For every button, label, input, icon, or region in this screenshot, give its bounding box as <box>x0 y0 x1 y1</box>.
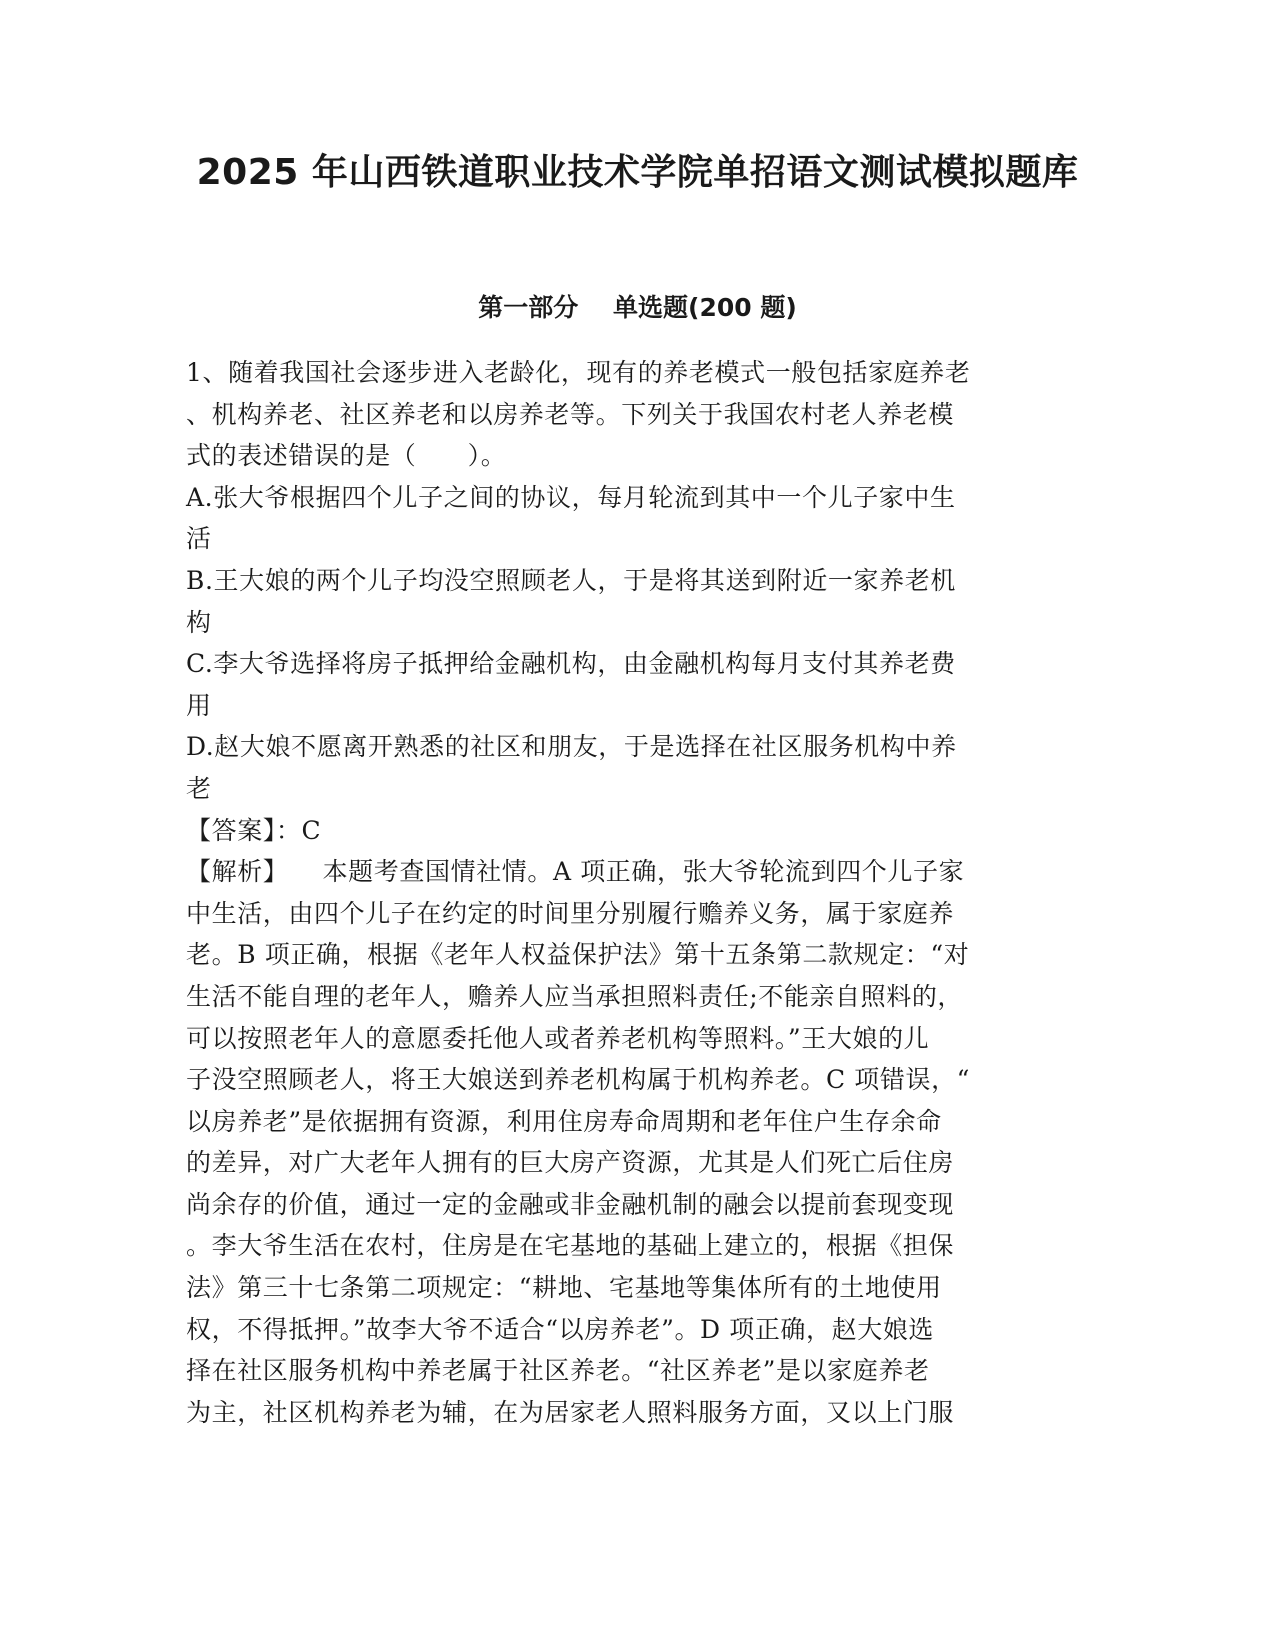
analysis-line: 子没空照顾老人，将王大娘送到养老机构属于机构养老。C 项错误，“ <box>186 1065 971 1095</box>
section-title: 第一部分 单选题(200 题) <box>478 293 797 322</box>
option-line: 构 <box>186 607 212 637</box>
question-stem-line: 、机构养老、社区养老和以房养老等。下列关于我国农村老人养老模 <box>186 399 955 429</box>
option-c <box>186 643 1086 726</box>
question-block <box>186 352 1086 1433</box>
analysis-line: 权，不得抵押。”故李大爷不适合“以房养老”。D 项正确，赵大娘选 <box>186 1314 935 1344</box>
analysis-line: 法》第三十七条第二项规定：“耕地、宅基地等集体所有的土地使用 <box>186 1273 942 1303</box>
question-stem-line: 式的表述错误的是（ ）。 <box>186 441 507 471</box>
analysis <box>186 851 1086 1433</box>
option-line: 老 <box>186 773 212 803</box>
analysis-line: 可以按照老年人的意愿委托他人或者养老机构等照料。”王大娘的儿 <box>186 1023 930 1053</box>
document-title: 2025 年山西铁道职业技术学院单招语文测试模拟题库 <box>196 152 1079 193</box>
option-line: C.李大爷选择将房子抵押给金融机构，由金融机构每月支付其养老费 <box>186 649 956 679</box>
option-a <box>186 477 1086 560</box>
analysis-line: 为主，社区机构养老为辅，在为居家老人照料服务方面，又以上门服 <box>186 1397 955 1427</box>
analysis-line: 【解析】 本题考查国情社情。A 项正确，张大爷轮流到四个儿子家 <box>186 857 965 887</box>
analysis-line: 择在社区服务机构中养老属于社区养老。“社区养老”是以家庭养老 <box>186 1356 930 1386</box>
question-stem-line: 1、随着我国社会逐步进入老龄化，现有的养老模式一般包括家庭养老 <box>186 358 971 387</box>
option-line: B.王大娘的两个儿子均没空照顾老人，于是将其送到附近一家养老机 <box>186 565 956 595</box>
option-line: 活 <box>186 524 212 554</box>
option-line: 用 <box>186 690 212 720</box>
answer-line: 【答案】：C <box>186 815 322 845</box>
analysis-line: 尚余存的价值，通过一定的金融或非金融机制的融会以提前套现变现 <box>186 1189 955 1219</box>
analysis-line: 老。B 项正确，根据《老年人权益保护法》第十五条第二款规定：“对 <box>186 940 970 970</box>
analysis-line: 的差异，对广大老年人拥有的巨大房产资源，尤其是人们死亡后住房 <box>186 1148 955 1178</box>
option-line: A.张大爷根据四个儿子之间的协议，每月轮流到其中一个儿子家中生 <box>186 482 956 512</box>
option-d <box>186 726 1086 809</box>
analysis-line: 。李大爷生活在农村，住房是在宅基地的基础上建立的，根据《担保 <box>186 1231 955 1261</box>
option-b <box>186 560 1086 643</box>
analysis-line: 中生活，由四个儿子在约定的时间里分别履行赡养义务，属于家庭养 <box>186 898 955 928</box>
question-stem <box>186 352 1086 477</box>
analysis-line: 生活不能自理的老年人，赡养人应当承担照料责任;不能亲自照料的， <box>186 981 964 1011</box>
option-line: D.赵大娘不愿离开熟悉的社区和朋友，于是选择在社区服务机构中养 <box>186 732 957 762</box>
analysis-line: 以房养老”是依据拥有资源，利用住房寿命周期和老年住户生存余命 <box>186 1106 942 1136</box>
